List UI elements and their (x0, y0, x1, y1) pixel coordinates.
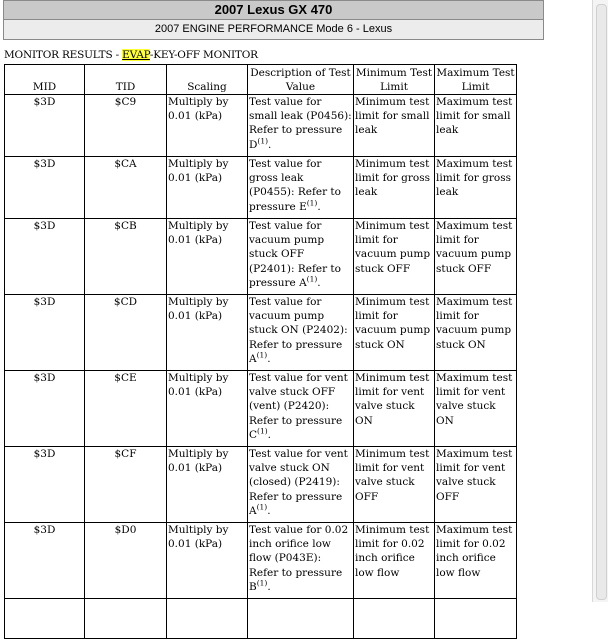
cell-tid: $D0 (85, 523, 167, 599)
col-header-description: Description of Test Value (248, 65, 354, 95)
col-header-max-limit: Maximum Test Limit (435, 65, 517, 95)
cell-scaling: Multiply by 0.01 (kPa) (167, 371, 248, 447)
footnote-ref: (1) (256, 502, 268, 512)
cell-scaling: Multiply by 0.01 (kPa) (167, 95, 248, 157)
table-row (5, 95, 517, 157)
monitor-prefix: MONITOR RESULTS - (4, 49, 123, 61)
cell-tid: $CB (85, 219, 167, 295)
col-header-min-limit: Minimum Test Limit (354, 65, 435, 95)
description-text: Test value for small leak (P0456): Refer to pressure D (249, 96, 352, 151)
footnote-ref: (1) (257, 426, 268, 436)
footnote-ref: (1) (306, 198, 318, 208)
description-text: Test value for vent valve stuck ON (closed) (P2419): Refer to pressure A (249, 448, 348, 517)
table-row-partial (5, 599, 517, 639)
cell-max-limit: Maximum test limit for 0.02 inch orifice low flow (435, 523, 517, 599)
description-text: Test value for vacuum pump stuck ON (P2402): Refer to pressure A (249, 296, 348, 365)
cell-min-limit: Minimum test limit for gross leak (354, 157, 435, 219)
footnote-ref: (1) (256, 578, 268, 588)
cell-max-limit: Maximum test limit for small leak (435, 95, 517, 157)
footnote-ref: (1) (256, 350, 268, 360)
cell-mid: $3D (5, 523, 85, 599)
cell-mid: $3D (5, 447, 85, 523)
cell-min-limit: Minimum test limit for vacuum pump stuck ON (354, 295, 435, 371)
cell-max-limit: Maximum test limit for vacuum pump stuck OFF (435, 219, 517, 295)
cell-scaling: Multiply by 0.01 (kPa) (167, 447, 248, 523)
cell-tid: $CF (85, 447, 167, 523)
cell-min-limit: Minimum test limit for small leak (354, 95, 435, 157)
cell-description: Test value for vacuum pump stuck OFF (P2401): Refer to pressure $A^{(1)}$. (248, 219, 354, 295)
footnote-ref: (1) (306, 274, 318, 284)
cell-min-limit: Minimum test limit for vacuum pump stuck OFF (354, 219, 435, 295)
cell-mid: $3D (5, 95, 85, 157)
document-title: 2007 Lexus GX 470 (4, 1, 543, 20)
cell-max-limit: Maximum test limit for vent valve stuck ON (435, 371, 517, 447)
cell-max-limit: Maximum test limit for vacuum pump stuck ON (435, 295, 517, 371)
cell-description: Test value for small leak (P0456): Refer to pressure $D^{(1)}$. (248, 95, 354, 157)
document-subtitle: 2007 ENGINE PERFORMANCE Mode 6 - Lexus (4, 20, 543, 39)
cell-scaling: Multiply by 0.01 (kPa) (167, 157, 248, 219)
table-row (5, 447, 517, 523)
description-text: Test value for vent valve stuck OFF (vent) (P2420): Refer to pressure C (249, 372, 348, 441)
cell-scaling: Multiply by 0.01 (kPa) (167, 295, 248, 371)
cell-scaling: Multiply by 0.01 (kPa) (167, 219, 248, 295)
cell-max-limit: Maximum test limit for gross leak (435, 157, 517, 219)
document-header (3, 0, 544, 40)
table-row (5, 523, 517, 599)
cell-max-limit: Maximum test limit for vent valve stuck OFF (435, 447, 517, 523)
cell-tid: $CE (85, 371, 167, 447)
cell-tid: $C9 (85, 95, 167, 157)
table-row (5, 295, 517, 371)
search-highlight: EVAP (122, 49, 150, 61)
cell-mid: $3D (5, 371, 85, 447)
monitor-results-heading (4, 49, 258, 61)
footnote-ref: (1) (257, 136, 269, 146)
col-header-tid: TID (85, 65, 167, 95)
table-row (5, 157, 517, 219)
vertical-scrollbar[interactable] (592, 0, 608, 602)
cell-description: Test value for 0.02 inch orifice low flow (P043E): Refer to pressure $B^{(1)}$. (248, 523, 354, 599)
col-header-mid: MID (5, 65, 85, 95)
description-text: Test value for 0.02 inch orifice low flow (P043E): Refer to pressure B (249, 524, 349, 593)
cell-description: Test value for gross leak (P0455): Refer to pressure $E^{(1)}$. (248, 157, 354, 219)
table-row (5, 371, 517, 447)
cell-min-limit: Minimum test limit for 0.02 inch orifice low flow (354, 523, 435, 599)
description-text: Test value for vacuum pump stuck OFF (P2401): Refer to pressure A (249, 220, 341, 289)
monitor-results-table (4, 64, 517, 639)
cell-min-limit: Minimum test limit for vent valve stuck OFF (354, 447, 435, 523)
cell-mid: $3D (5, 219, 85, 295)
cell-scaling: Multiply by 0.01 (kPa) (167, 523, 248, 599)
cell-tid: $CA (85, 157, 167, 219)
cell-description: Test value for vacuum pump stuck ON (P2402): Refer to pressure $A^{(1)}$. (248, 295, 354, 371)
cell-mid: $3D (5, 295, 85, 371)
cell-mid: $3D (5, 157, 85, 219)
table-header-row (5, 65, 517, 95)
col-header-scaling: Scaling (167, 65, 248, 95)
cell-tid: $CD (85, 295, 167, 371)
description-text: Test value for gross leak (P0455): Refer to pressure E (249, 158, 341, 213)
table-row (5, 219, 517, 295)
cell-min-limit: Minimum test limit for vent valve stuck ON (354, 371, 435, 447)
monitor-suffix: -KEY-OFF MONITOR (149, 49, 258, 61)
cell-description: Test value for vent valve stuck OFF (vent) (P2420): Refer to pressure $C^{(1)}$. (248, 371, 354, 447)
scrollbar-thumb[interactable] (596, 4, 607, 600)
cell-description: Test value for vent valve stuck ON (closed) (P2419): Refer to pressure $A^{(1)}$. (248, 447, 354, 523)
